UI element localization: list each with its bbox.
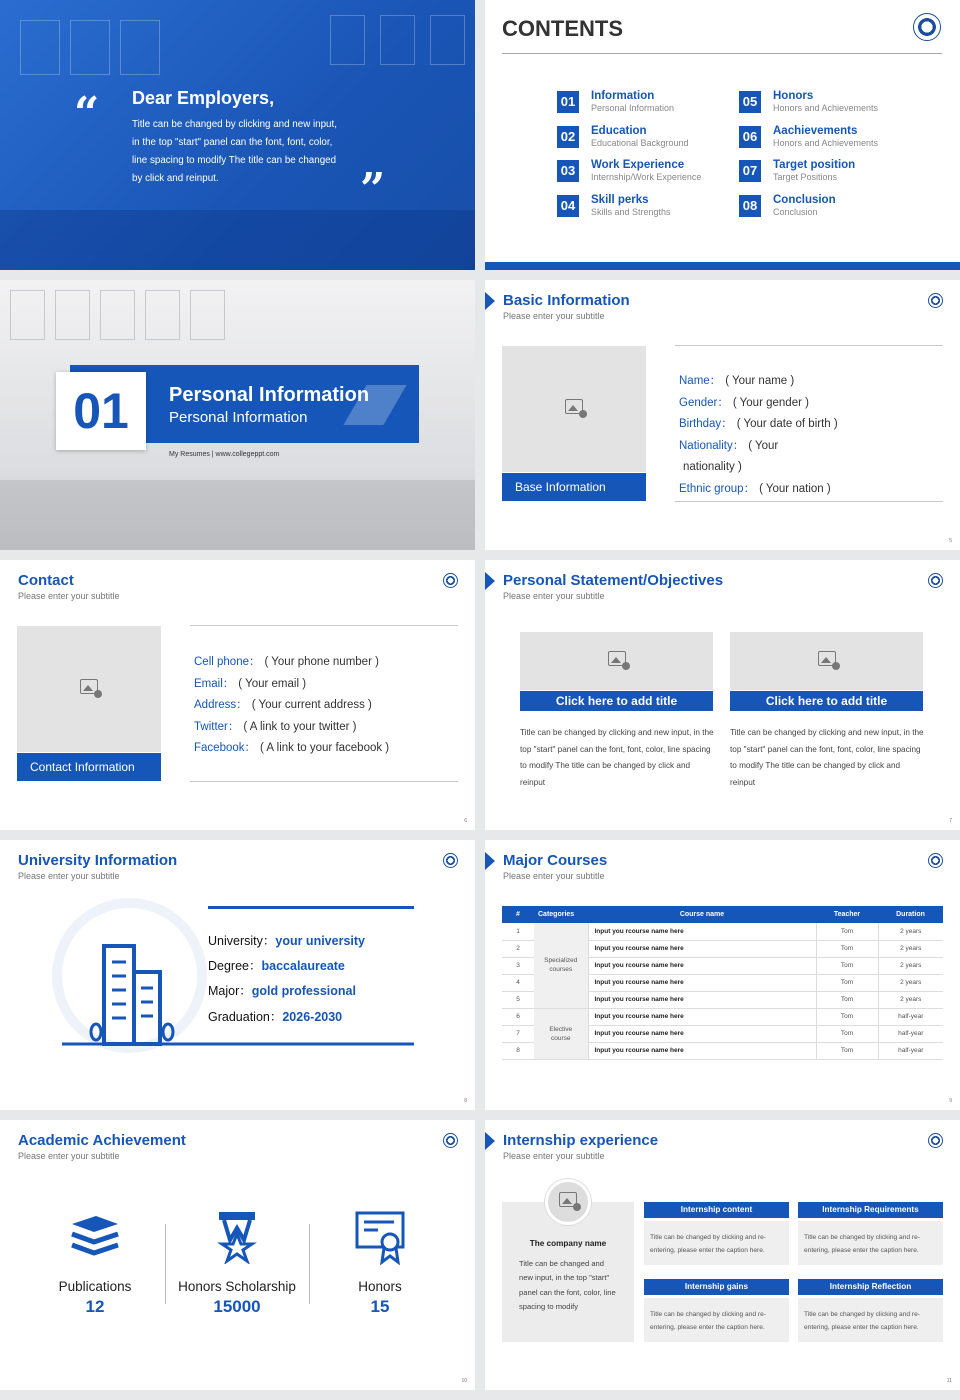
contents-item-04[interactable] — [557, 194, 732, 220]
section-number: 01 — [73, 383, 129, 439]
internship-box-body: Title can be changed by clicking and re-entering, please enter the caption here. — [644, 1298, 789, 1342]
university-fields — [208, 929, 428, 1030]
page-number: 7 — [949, 818, 952, 824]
table-header-cell: Duration — [878, 906, 943, 923]
field-row — [194, 674, 464, 696]
contents-item-05[interactable] — [739, 90, 914, 116]
contents-item-03[interactable] — [557, 159, 732, 185]
course-teacher: Tom — [816, 940, 878, 957]
section-subtitle: Personal Information — [169, 409, 308, 426]
photo-label: Base Information — [502, 473, 646, 501]
field-value[interactable]: ( Your nation ) — [759, 482, 831, 495]
internship-box-body: Title can be changed by clicking and re-entering, please enter the caption here. — [798, 1221, 943, 1265]
field-row — [194, 738, 464, 760]
slide-major-courses — [485, 840, 960, 1110]
slide-university-information — [0, 840, 475, 1110]
certificate-icon — [354, 1210, 406, 1266]
field-value[interactable]: ( A link to your facebook ) — [260, 742, 390, 755]
stat-label: Honors Scholarship — [178, 1279, 296, 1294]
card-1-label[interactable]: Click here to add title — [520, 691, 713, 711]
card-2-image[interactable] — [730, 632, 923, 690]
field-value[interactable]: ( Your — [748, 439, 779, 452]
contents-item-title: Work Experience — [591, 159, 685, 171]
university-logo — [928, 1133, 943, 1148]
stat-value: 15000 — [213, 1297, 261, 1316]
university-label: University： — [208, 934, 276, 948]
table-header-cell: Course name — [588, 906, 816, 923]
card-1-image[interactable] — [520, 632, 713, 690]
slide-academic-achievement — [0, 1120, 475, 1390]
contents-item-06[interactable] — [739, 125, 914, 151]
contents-item-subtitle: Skills and Strengths — [591, 206, 671, 217]
contents-item-subtitle: Internship/Work Experience — [591, 172, 702, 182]
slide-body: Title can be changed by clicking and new input, in the top "start" panel can the font, font, color, line spacing to modify The title can be changed by click and reinput. — [132, 119, 337, 184]
contents-item-title: Information — [591, 90, 655, 102]
field-row — [679, 457, 939, 479]
category-elective: Elective course — [534, 1008, 588, 1059]
course-name[interactable]: Input you rcourse name here — [588, 1008, 816, 1025]
row-number: 6 — [502, 1008, 534, 1025]
university-logo — [928, 853, 943, 868]
field-value[interactable]: ( Your gender ) — [732, 396, 809, 409]
contents-item-number: 05 — [739, 91, 761, 113]
course-teacher: Tom — [816, 1008, 878, 1025]
university-row — [208, 1005, 428, 1030]
open-quote-icon: “ — [74, 88, 100, 139]
page-number: 11 — [946, 1378, 952, 1384]
field-label: Facebook： — [194, 742, 257, 755]
field-value[interactable]: ( Your current address ) — [251, 699, 372, 712]
contents-item-title: Honors — [773, 90, 814, 102]
slide-title: Contact — [18, 572, 74, 589]
field-row — [679, 371, 939, 393]
contents-item-number: 03 — [557, 160, 579, 182]
field-value[interactable]: ( A link to your twitter ) — [243, 720, 357, 733]
info-bottom-line — [675, 501, 943, 502]
university-logo — [928, 573, 943, 588]
contents-item-number: 06 — [739, 126, 761, 148]
contents-item-number: 02 — [557, 126, 579, 148]
course-duration: half-year — [878, 1042, 943, 1059]
contents-item-subtitle: Educational Background — [591, 137, 689, 148]
slide-section-01 — [0, 280, 475, 550]
field-value[interactable]: nationality ) — [683, 461, 742, 474]
slide-subtitle: Please enter your subtitle — [503, 591, 605, 601]
contents-item-subtitle: Target Positions — [773, 172, 838, 182]
course-teacher: Tom — [816, 974, 878, 991]
course-duration: 2 years — [878, 991, 943, 1008]
stat-value: 12 — [85, 1297, 105, 1316]
category-specialized: Specialized courses — [534, 923, 588, 1008]
course-name[interactable]: Input you rcourse name here — [588, 923, 816, 940]
slide-subtitle: Please enter your subtitle — [503, 871, 605, 881]
table-header-cell: Categories — [534, 906, 588, 923]
field-label: Birthday： — [679, 418, 733, 431]
university-row — [208, 954, 428, 979]
row-number: 7 — [502, 1025, 534, 1042]
contents-item-01[interactable] — [557, 90, 732, 116]
internship-box-label[interactable]: Internship content — [644, 1202, 789, 1218]
slide-contents — [485, 0, 960, 270]
slide-title: Major Courses — [503, 852, 608, 869]
image-add-icon — [818, 651, 836, 666]
card-1-body: Title can be changed by clicking and new input, in the top "start" panel can the font, font, color, line spacing to modify The title can be changed by click and reinput — [520, 728, 714, 787]
course-duration: half-year — [878, 1008, 943, 1025]
section-title: Personal Information — [169, 384, 370, 406]
page-number: 10 — [461, 1378, 467, 1384]
slide-subtitle: Please enter your subtitle — [503, 1151, 605, 1161]
contents-item-number: 01 — [557, 91, 579, 113]
field-row — [194, 695, 464, 717]
contents-item-02[interactable] — [557, 125, 732, 151]
field-label: Email： — [194, 677, 235, 690]
university-logo — [443, 1133, 458, 1148]
contents-item-subtitle: Honors and Achievements — [773, 103, 879, 113]
contents-item-title: Target position — [773, 159, 856, 171]
internship-box-label[interactable]: Internship Reflection — [798, 1279, 943, 1295]
university-value[interactable]: gold professional — [251, 984, 356, 999]
stat-label: Honors — [358, 1279, 402, 1294]
course-name[interactable]: Input you rcourse name here — [588, 1025, 816, 1042]
internship-box-label[interactable]: Internship gains — [644, 1279, 789, 1295]
university-value[interactable]: your university — [275, 934, 365, 948]
company-card-title: The company name — [529, 1239, 607, 1248]
title-marker — [485, 852, 495, 870]
slide-subtitle: Please enter your subtitle — [503, 311, 605, 321]
slide-title: Internship experience — [503, 1132, 659, 1149]
internship-box-body: Title can be changed by clicking and re-entering, please enter the caption here. — [644, 1221, 789, 1265]
stat-value: 15 — [370, 1297, 390, 1316]
slide-dear-employers — [0, 0, 475, 270]
course-duration: half-year — [878, 1025, 943, 1042]
course-teacher: Tom — [816, 991, 878, 1008]
contents-item-title: Education — [591, 124, 647, 137]
university-logo — [443, 573, 458, 588]
info-bottom-line — [190, 781, 458, 782]
university-label: Degree： — [208, 959, 262, 974]
info-top-line — [190, 625, 458, 626]
slide-subtitle: Please enter your subtitle — [18, 871, 120, 881]
field-row — [194, 717, 464, 739]
course-teacher: Tom — [816, 957, 878, 974]
course-name[interactable]: Input you rcourse name here — [588, 1042, 816, 1059]
course-name[interactable]: Input you rcourse name here — [588, 991, 816, 1008]
field-row — [679, 479, 939, 501]
contents-item-title: Conclusion — [773, 193, 836, 206]
course-teacher: Tom — [816, 923, 878, 940]
table-row — [502, 1008, 943, 1025]
course-name[interactable]: Input you rcourse name here — [588, 974, 816, 991]
basic-info-fields — [679, 371, 939, 501]
info-top-line — [208, 906, 414, 909]
contents-item-subtitle: Conclusion — [773, 206, 818, 217]
row-number: 1 — [502, 923, 534, 940]
contents-item-subtitle: Personal Information — [591, 103, 675, 113]
stat-label: Publications — [58, 1279, 132, 1294]
course-name[interactable]: Input you rcourse name here — [588, 940, 816, 957]
field-label: Cell phone： — [194, 656, 261, 668]
bottom-bar — [485, 262, 960, 270]
row-number: 3 — [502, 957, 534, 974]
section-number-box — [56, 372, 146, 450]
university-logo — [928, 293, 943, 308]
slide-title: Personal Statement/Objectives — [503, 572, 724, 589]
image-add-icon — [565, 399, 583, 414]
university-logo — [443, 853, 458, 868]
image-add-icon — [608, 651, 626, 666]
field-label: Name： — [679, 375, 722, 387]
field-label: Twitter： — [194, 720, 240, 733]
field-row — [679, 393, 939, 415]
table-header-cell: # — [502, 906, 534, 923]
field-row — [679, 436, 939, 458]
slide-subtitle: Please enter your subtitle — [18, 1151, 120, 1161]
card-2-label[interactable]: Click here to add title — [730, 691, 923, 711]
university-row — [208, 929, 428, 954]
contents-item-subtitle: Honors and Achievements — [773, 137, 879, 148]
field-label: Ethnic group： — [679, 482, 756, 495]
field-row — [679, 414, 939, 436]
field-label: Gender： — [679, 396, 729, 409]
close-quote-icon: ” — [360, 164, 386, 215]
university-row — [208, 979, 428, 1004]
image-add-icon — [559, 1192, 577, 1207]
university-label: Graduation： — [208, 1009, 283, 1024]
field-value[interactable]: ( Your email ) — [238, 677, 307, 690]
slide-title: Dear Employers, — [132, 88, 275, 108]
title-marker — [485, 572, 495, 590]
page-number: 5 — [949, 538, 952, 544]
table-row — [502, 923, 943, 940]
slide-title: Academic Achievement — [18, 1132, 186, 1149]
row-number: 4 — [502, 974, 534, 991]
contents-item-number: 08 — [739, 195, 761, 217]
table-header-row — [502, 906, 943, 923]
table-header-cell: Teacher — [816, 906, 878, 923]
slide-basic-information — [485, 280, 960, 550]
row-number: 2 — [502, 940, 534, 957]
internship-box-label[interactable]: Internship Requirements — [798, 1202, 943, 1218]
slide-contact — [0, 560, 475, 830]
image-add-icon — [80, 679, 98, 694]
field-value[interactable]: ( Your date of birth ) — [736, 418, 838, 431]
books-icon — [68, 1214, 122, 1258]
row-number: 8 — [502, 1042, 534, 1059]
field-label: Nationality： — [679, 439, 745, 452]
course-teacher: Tom — [816, 1042, 878, 1059]
photo-placeholder[interactable] — [17, 626, 161, 752]
contents-item-title: Skill perks — [591, 193, 649, 206]
contents-item-08[interactable] — [739, 194, 914, 220]
contents-title: CONTENTS — [502, 16, 623, 41]
company-logo-circle[interactable] — [545, 1179, 591, 1225]
contents-item-number: 07 — [739, 160, 761, 182]
courses-table — [502, 906, 943, 1060]
course-duration: 2 years — [878, 974, 943, 991]
contents-item-title: Aachievements — [773, 124, 858, 137]
company-card-body: Title can be changed and new input, in the top "start" panel can the font, color, line spacing to modify — [519, 1259, 616, 1312]
photo-label: Contact Information — [17, 753, 161, 781]
contents-item-number: 04 — [557, 195, 579, 217]
slide-internship-experience — [485, 1120, 960, 1390]
field-value[interactable]: ( Your name ) — [725, 375, 795, 387]
course-duration: 2 years — [878, 957, 943, 974]
university-logo — [913, 13, 941, 41]
course-duration: 2 years — [878, 923, 943, 940]
contents-item-07[interactable] — [739, 159, 914, 185]
university-value[interactable]: 2026-2030 — [282, 1009, 343, 1024]
slide-personal-statement — [485, 560, 960, 830]
slide-title: University Information — [18, 852, 178, 869]
field-row — [194, 652, 464, 674]
card-2-body: Title can be changed by clicking and new input, in the top "start" panel can the font, font, color, line spacing to modify The title can be changed by click and reinput — [730, 728, 924, 787]
course-duration: 2 years — [878, 940, 943, 957]
slide-subtitle: Please enter your subtitle — [18, 591, 120, 601]
title-marker — [485, 292, 495, 310]
page-number: 8 — [464, 1098, 467, 1104]
medal-star-icon — [216, 1210, 258, 1264]
contact-fields — [194, 652, 464, 760]
title-marker — [485, 1132, 495, 1150]
internship-box-body: Title can be changed by clicking and re-entering, please enter the caption here. — [798, 1298, 943, 1342]
info-top-line — [675, 345, 943, 346]
page-number: 9 — [949, 1098, 952, 1104]
row-number: 5 — [502, 991, 534, 1008]
slide-title: Basic Information — [503, 292, 630, 309]
footer-text: My Resumes | www.collegeppt.com — [169, 451, 280, 458]
title-divider — [502, 53, 942, 54]
university-value[interactable]: baccalaureate — [261, 959, 345, 974]
field-value[interactable]: ( Your phone number ) — [264, 656, 379, 668]
page-number: 6 — [464, 818, 467, 824]
photo-placeholder[interactable] — [502, 346, 646, 472]
course-name[interactable]: Input you rcourse name here — [588, 957, 816, 974]
course-teacher: Tom — [816, 1025, 878, 1042]
university-label: Major： — [208, 984, 252, 999]
field-label: Address： — [194, 699, 248, 712]
